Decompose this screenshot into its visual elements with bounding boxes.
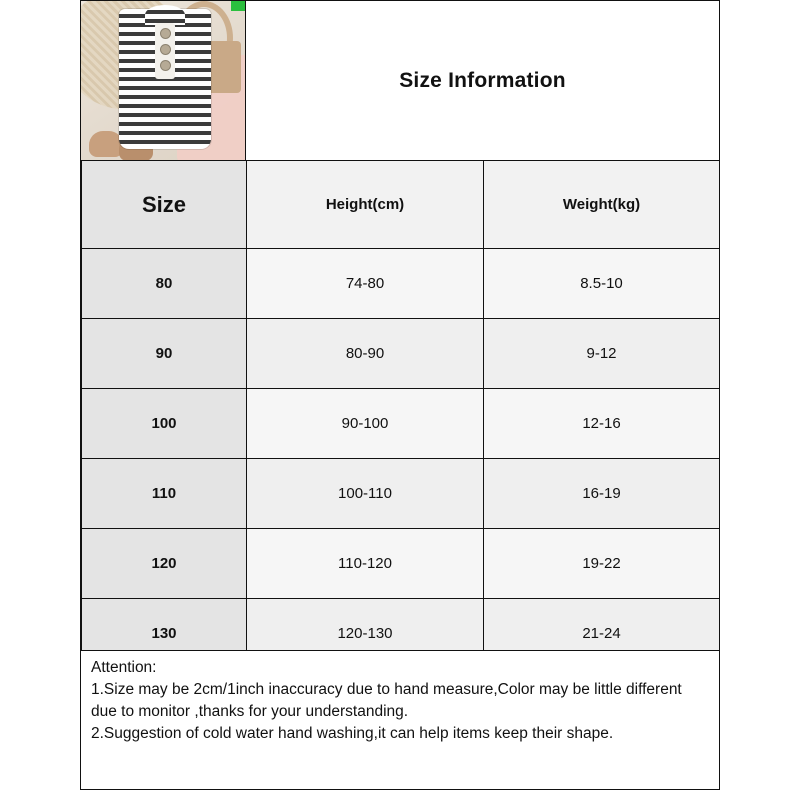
table-row bbox=[82, 529, 720, 599]
title-cell bbox=[246, 1, 719, 161]
cell-size: 120 bbox=[82, 529, 247, 599]
table-row bbox=[82, 389, 720, 459]
product-photo bbox=[81, 1, 246, 161]
size-chart-frame bbox=[80, 0, 720, 790]
attention-title: Attention: bbox=[91, 659, 157, 676]
table-row bbox=[82, 459, 720, 529]
cell-size: 80 bbox=[82, 249, 247, 319]
cell-height: 90-100 bbox=[247, 389, 484, 459]
cell-size: 100 bbox=[82, 389, 247, 459]
cell-height: 120-130 bbox=[247, 599, 484, 669]
attention-line-2: 2.Suggestion of cold water hand washing,it can help items keep their shape. bbox=[91, 725, 614, 742]
size-table bbox=[81, 160, 720, 669]
attention-block bbox=[81, 650, 719, 789]
green-corner-marker bbox=[231, 1, 245, 11]
column-header-weight: Weight(kg) bbox=[484, 161, 720, 249]
chart-header-row bbox=[81, 1, 719, 161]
table-row bbox=[82, 319, 720, 389]
column-header-height: Height(cm) bbox=[247, 161, 484, 249]
sandal-left-decoration bbox=[89, 131, 123, 157]
garment-button-icon bbox=[161, 61, 170, 70]
cell-weight: 9-12 bbox=[484, 319, 720, 389]
striped-romper-garment bbox=[119, 9, 211, 149]
cell-size: 130 bbox=[82, 599, 247, 669]
cell-weight: 16-19 bbox=[484, 459, 720, 529]
cell-height: 100-110 bbox=[247, 459, 484, 529]
cell-size: 110 bbox=[82, 459, 247, 529]
garment-button-icon bbox=[161, 45, 170, 54]
cell-weight: 19-22 bbox=[484, 529, 720, 599]
cell-size: 90 bbox=[82, 319, 247, 389]
cell-height: 80-90 bbox=[247, 319, 484, 389]
cell-weight: 8.5-10 bbox=[484, 249, 720, 319]
page-title: Size Information bbox=[399, 68, 566, 92]
cell-height: 110-120 bbox=[247, 529, 484, 599]
column-header-size: Size bbox=[82, 161, 247, 249]
table-header-row bbox=[82, 161, 720, 249]
garment-button-icon bbox=[161, 29, 170, 38]
cell-height: 74-80 bbox=[247, 249, 484, 319]
table-row bbox=[82, 249, 720, 319]
attention-line-1: 1.Size may be 2cm/1inch inaccuracy due to hand measure,Color may be little different due to monitor ,thanks for your understanding. bbox=[91, 681, 682, 720]
cell-weight: 21-24 bbox=[484, 599, 720, 669]
cell-weight: 12-16 bbox=[484, 389, 720, 459]
